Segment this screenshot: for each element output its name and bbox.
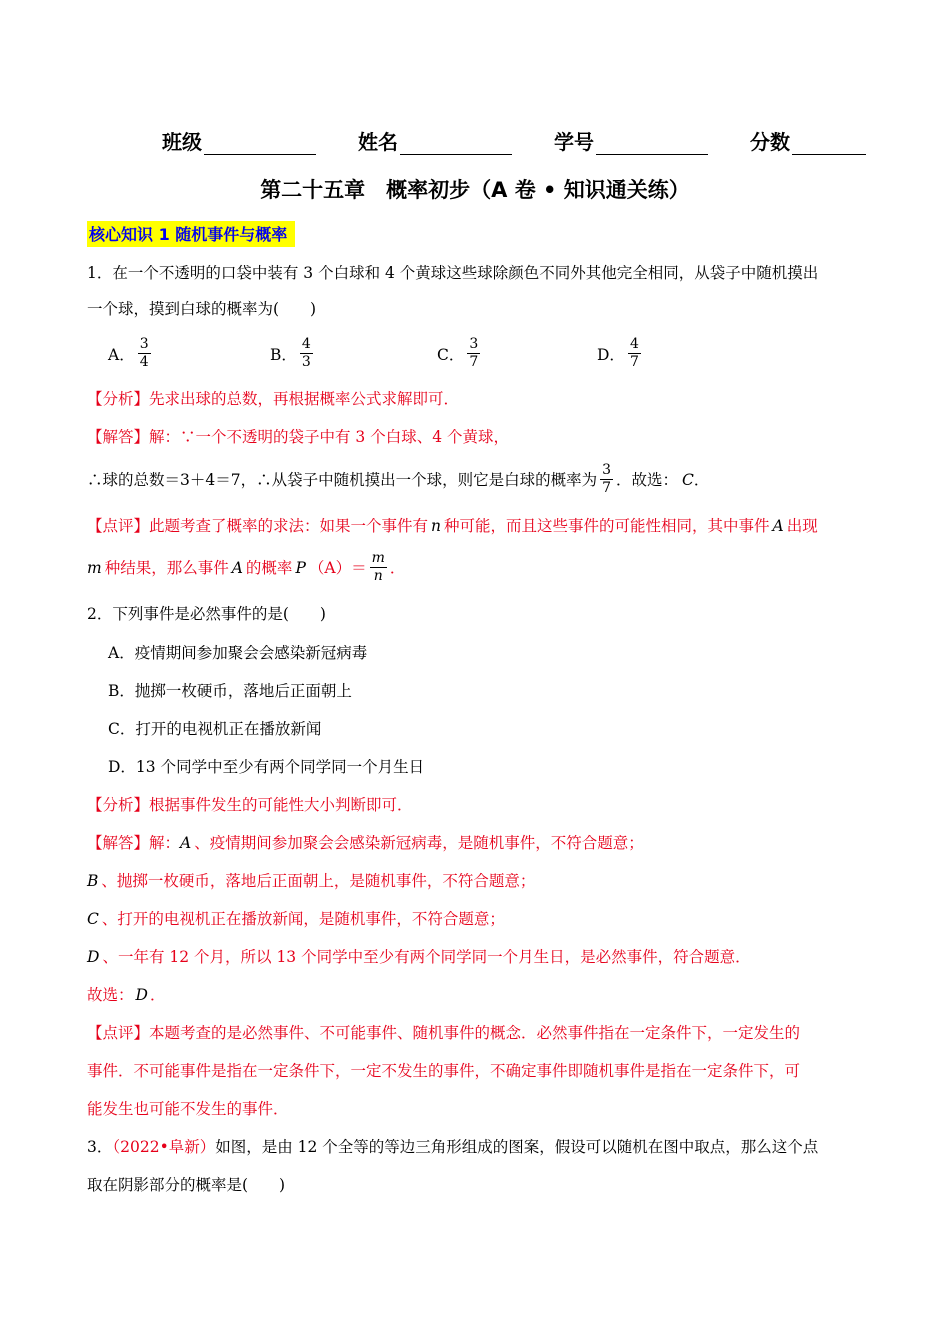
q1-comment-line2-end: ．	[389, 558, 406, 577]
class-field	[162, 126, 316, 155]
q1-option-a	[108, 336, 154, 371]
q1-comment-m: m	[87, 558, 102, 577]
q1-comment-p: P	[295, 558, 306, 577]
q1-answer-den: 7	[602, 480, 612, 496]
q1-option-a-num: 3	[139, 336, 149, 352]
q1-comment-text-c: 出现	[786, 517, 818, 535]
q2-answer-line1	[87, 833, 644, 853]
q2-choice	[87, 985, 165, 1005]
page-title: 第二十五章 概率初步（A 卷 • 知识通关练）	[260, 178, 690, 202]
q1-comment-line2	[87, 550, 405, 585]
id-field	[554, 126, 708, 155]
q2-answer-letter-a: A	[180, 834, 192, 852]
q1-option-b-fraction	[300, 336, 313, 371]
q2-option-a: A．疫情期间参加聚会会感染新冠病毒	[108, 644, 368, 662]
q2-comment-line3: 能发生也可能不发生的事件．	[87, 1100, 289, 1118]
score-blank	[792, 132, 866, 155]
q1-option-c-fraction	[467, 336, 480, 371]
q1-answer-num: 3	[602, 462, 612, 478]
q2-answer-text-d: 、一年有 12 个月，所以 13 个同学中至少有两个同学同一个月生日，是必然事件，符合题意．	[102, 948, 751, 966]
name-field	[358, 126, 512, 155]
q2-comment-line2: 事件．不可能事件是指在一定条件下，一定不发生的事件，不确定事件即随机事件是指在一定条件下，可	[87, 1062, 801, 1080]
q1-option-a-label: A．	[108, 345, 135, 364]
q1-option-d-fraction	[628, 336, 641, 371]
q1-option-d-den: 7	[629, 354, 639, 370]
id-label: 学号	[554, 130, 594, 154]
q1-analysis: 【分析】先求出球的总数，再根据概率公式求解即可．	[87, 390, 460, 408]
q2-choice-end: ．	[149, 986, 166, 1004]
q1-answer-line2-text: ∴球的总数＝3＋4＝7，∴从袋子中随机摸出一个球，则它是白球的概率为	[87, 470, 598, 489]
q2-answer-letter-b: B	[87, 872, 99, 890]
q1-option-c-den: 7	[469, 354, 479, 370]
q1-option-a-fraction	[138, 336, 151, 371]
q1-option-b	[270, 336, 316, 371]
q2-answer-letter-c: C	[87, 910, 99, 928]
q2-option-d: D．13 个同学中至少有两个同学同一个月生日	[108, 758, 425, 776]
q1-option-d-label: D．	[597, 345, 625, 364]
q1-comment-text-a: 【点评】此题考查了概率的求法：如果一个事件有	[87, 517, 429, 535]
q2-answer-line4	[87, 947, 751, 967]
q1-answer-fraction	[600, 462, 613, 497]
name-blank	[400, 132, 512, 155]
q1-comment-line1	[87, 516, 818, 536]
q1-comment-line2-text-a: 种结果，那么事件	[104, 558, 229, 577]
class-label: 班级	[162, 130, 202, 154]
q2-answer-text-a: 、疫情期间参加聚会会感染新冠病毒，是随机事件，不符合题意；	[194, 834, 644, 852]
q1-comment-line2-event-a: A	[231, 558, 243, 577]
q2-option-b: B．抛掷一枚硬币，落地后正面朝上	[108, 682, 352, 700]
score-label: 分数	[750, 130, 790, 154]
q1-comment-event-a: A	[772, 517, 784, 535]
q1-stem-line1: 1．在一个不透明的口袋中装有 3 个白球和 4 个黄球这些球除颜色不同外其他完全相同，从袋子中随机摸出	[87, 264, 819, 282]
q1-answer-end: ．	[693, 470, 710, 489]
q1-comment-den: n	[373, 568, 383, 584]
q1-comment-num: m	[371, 550, 385, 566]
q1-option-a-den: 4	[139, 354, 149, 370]
section-heading: 核心知识 1 随机事件与概率	[87, 221, 295, 247]
q2-answer-text-c: 、打开的电视机正在播放新闻，是随机事件，不符合题意；	[101, 910, 505, 928]
q1-option-b-label: B．	[270, 345, 297, 364]
q1-option-c-label: C．	[437, 345, 465, 364]
q1-comment-line2-text-b: 的概率	[245, 558, 293, 577]
q2-analysis: 【分析】根据事件发生的可能性大小判断即可．	[87, 796, 413, 814]
q1-comment-n: n	[431, 517, 441, 535]
q1-option-d	[597, 336, 644, 371]
q2-answer-prefix: 【解答】解：	[87, 834, 181, 852]
q2-answer-letter-d: D	[87, 948, 100, 966]
q3-stem-text: 如图，是由 12 个全等的等边三角形组成的图案，假设可以随机在图中取点，那么这个点	[215, 1138, 819, 1156]
q2-answer-text-b: 、抛掷一枚硬币，落地后正面朝上，是随机事件，不符合题意；	[101, 872, 536, 890]
q2-comment-line1: 【点评】本题考查的是必然事件、不可能事件、随机事件的概念．必然事件指在一定条件下，一定发生的	[87, 1024, 801, 1042]
q1-option-b-num: 4	[301, 336, 311, 352]
id-blank	[596, 132, 708, 155]
q2-answer-line2	[87, 871, 535, 891]
q1-answer-letter: C	[682, 470, 694, 489]
q1-answer-line2	[87, 462, 709, 497]
q1-comment-text-b: 种可能，而且这些事件的可能性相同，其中事件	[444, 517, 770, 535]
student-info-line	[162, 126, 866, 155]
name-label: 姓名	[358, 130, 398, 154]
q2-option-c: C．打开的电视机正在播放新闻	[108, 720, 322, 738]
q1-answer-line1: 【解答】解：∵一个不透明的袋子中有 3 个白球、4 个黄球，	[87, 428, 510, 446]
q3-stem-line1	[87, 1137, 818, 1157]
q1-comment-fraction	[370, 550, 387, 585]
q1-comment-line2-text-c: （A）＝	[308, 558, 367, 577]
class-blank	[204, 132, 316, 155]
q3-source: （2022•阜新）	[112, 1138, 216, 1156]
q2-stem: 2．下列事件是必然事件的是( )	[87, 605, 326, 623]
q1-option-c-num: 3	[469, 336, 479, 352]
q2-answer-line3	[87, 909, 505, 929]
q1-stem-line2: 一个球，摸到白球的概率为( )	[87, 300, 317, 318]
q3-stem-line2: 取在阴影部分的概率是( )	[87, 1176, 286, 1194]
q2-choice-text: 故选：	[87, 986, 134, 1004]
q1-option-c	[437, 336, 483, 371]
q2-choice-letter: D	[135, 986, 148, 1004]
q3-number: 3．	[87, 1138, 113, 1156]
q1-option-b-den: 3	[301, 354, 311, 370]
q1-answer-choose: ．故选：	[616, 470, 679, 489]
q1-option-d-num: 4	[629, 336, 639, 352]
score-field	[750, 126, 866, 155]
